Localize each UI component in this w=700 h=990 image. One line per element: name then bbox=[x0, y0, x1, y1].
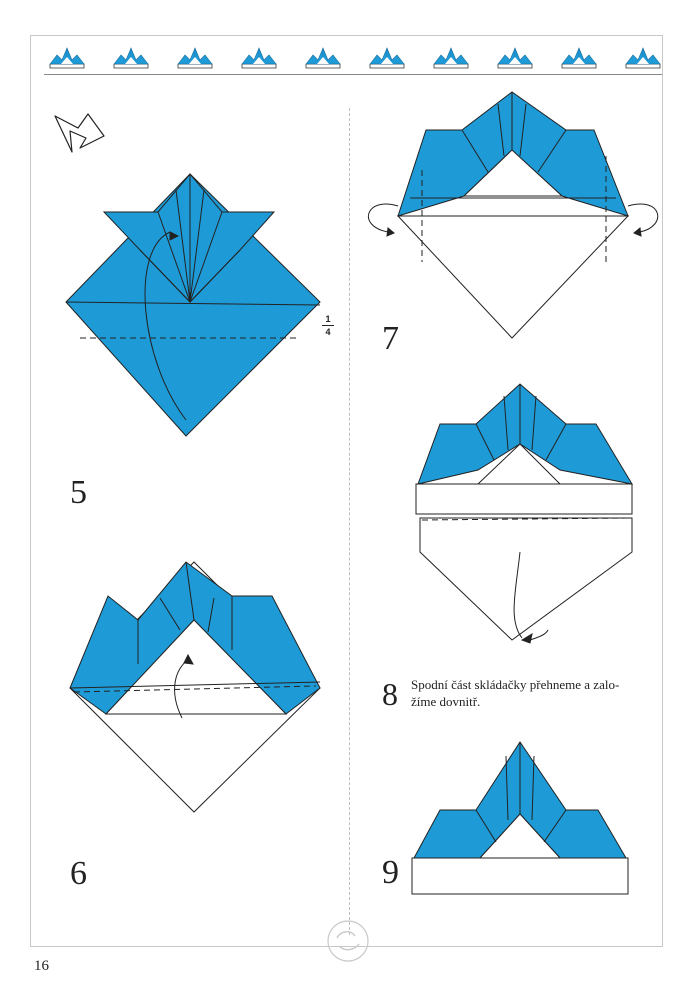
header-helmet-icon bbox=[306, 48, 340, 68]
header-helmet-icon bbox=[562, 48, 596, 68]
step-8-diagram bbox=[416, 384, 632, 643]
step-7-diagram bbox=[368, 92, 657, 338]
step-number-7: 7 bbox=[382, 320, 399, 357]
fraction-numerator: 1 bbox=[325, 314, 331, 324]
header-helmet-icon bbox=[370, 48, 404, 68]
header-helmet-icon bbox=[498, 48, 532, 68]
step-9-diagram bbox=[412, 742, 628, 894]
page-number: 16 bbox=[34, 958, 49, 974]
header-helmet-icon bbox=[626, 48, 660, 68]
turn-over-arrow-icon bbox=[55, 114, 104, 152]
header-helmet-icon bbox=[242, 48, 276, 68]
publisher-logo bbox=[325, 918, 371, 964]
step-number-5: 5 bbox=[70, 474, 87, 511]
header-motif-row bbox=[50, 48, 660, 68]
step-5-diagram bbox=[66, 174, 320, 436]
header-helmet-icon bbox=[178, 48, 212, 68]
step-6-diagram bbox=[70, 562, 320, 812]
step-number-9: 9 bbox=[382, 854, 399, 891]
step-8-instruction: Spodní část skládačky přehneme a zalo- žíme dovnitř. bbox=[411, 677, 620, 709]
header-helmet-icon bbox=[50, 48, 84, 68]
step-number-6: 6 bbox=[70, 855, 87, 892]
fraction-bar bbox=[322, 325, 334, 326]
header-helmet-icon bbox=[434, 48, 468, 68]
fraction-one-quarter bbox=[322, 314, 334, 337]
header-helmet-icon bbox=[114, 48, 148, 68]
fraction-denominator: 4 bbox=[325, 327, 331, 337]
step-number-8: 8 bbox=[382, 676, 398, 712]
